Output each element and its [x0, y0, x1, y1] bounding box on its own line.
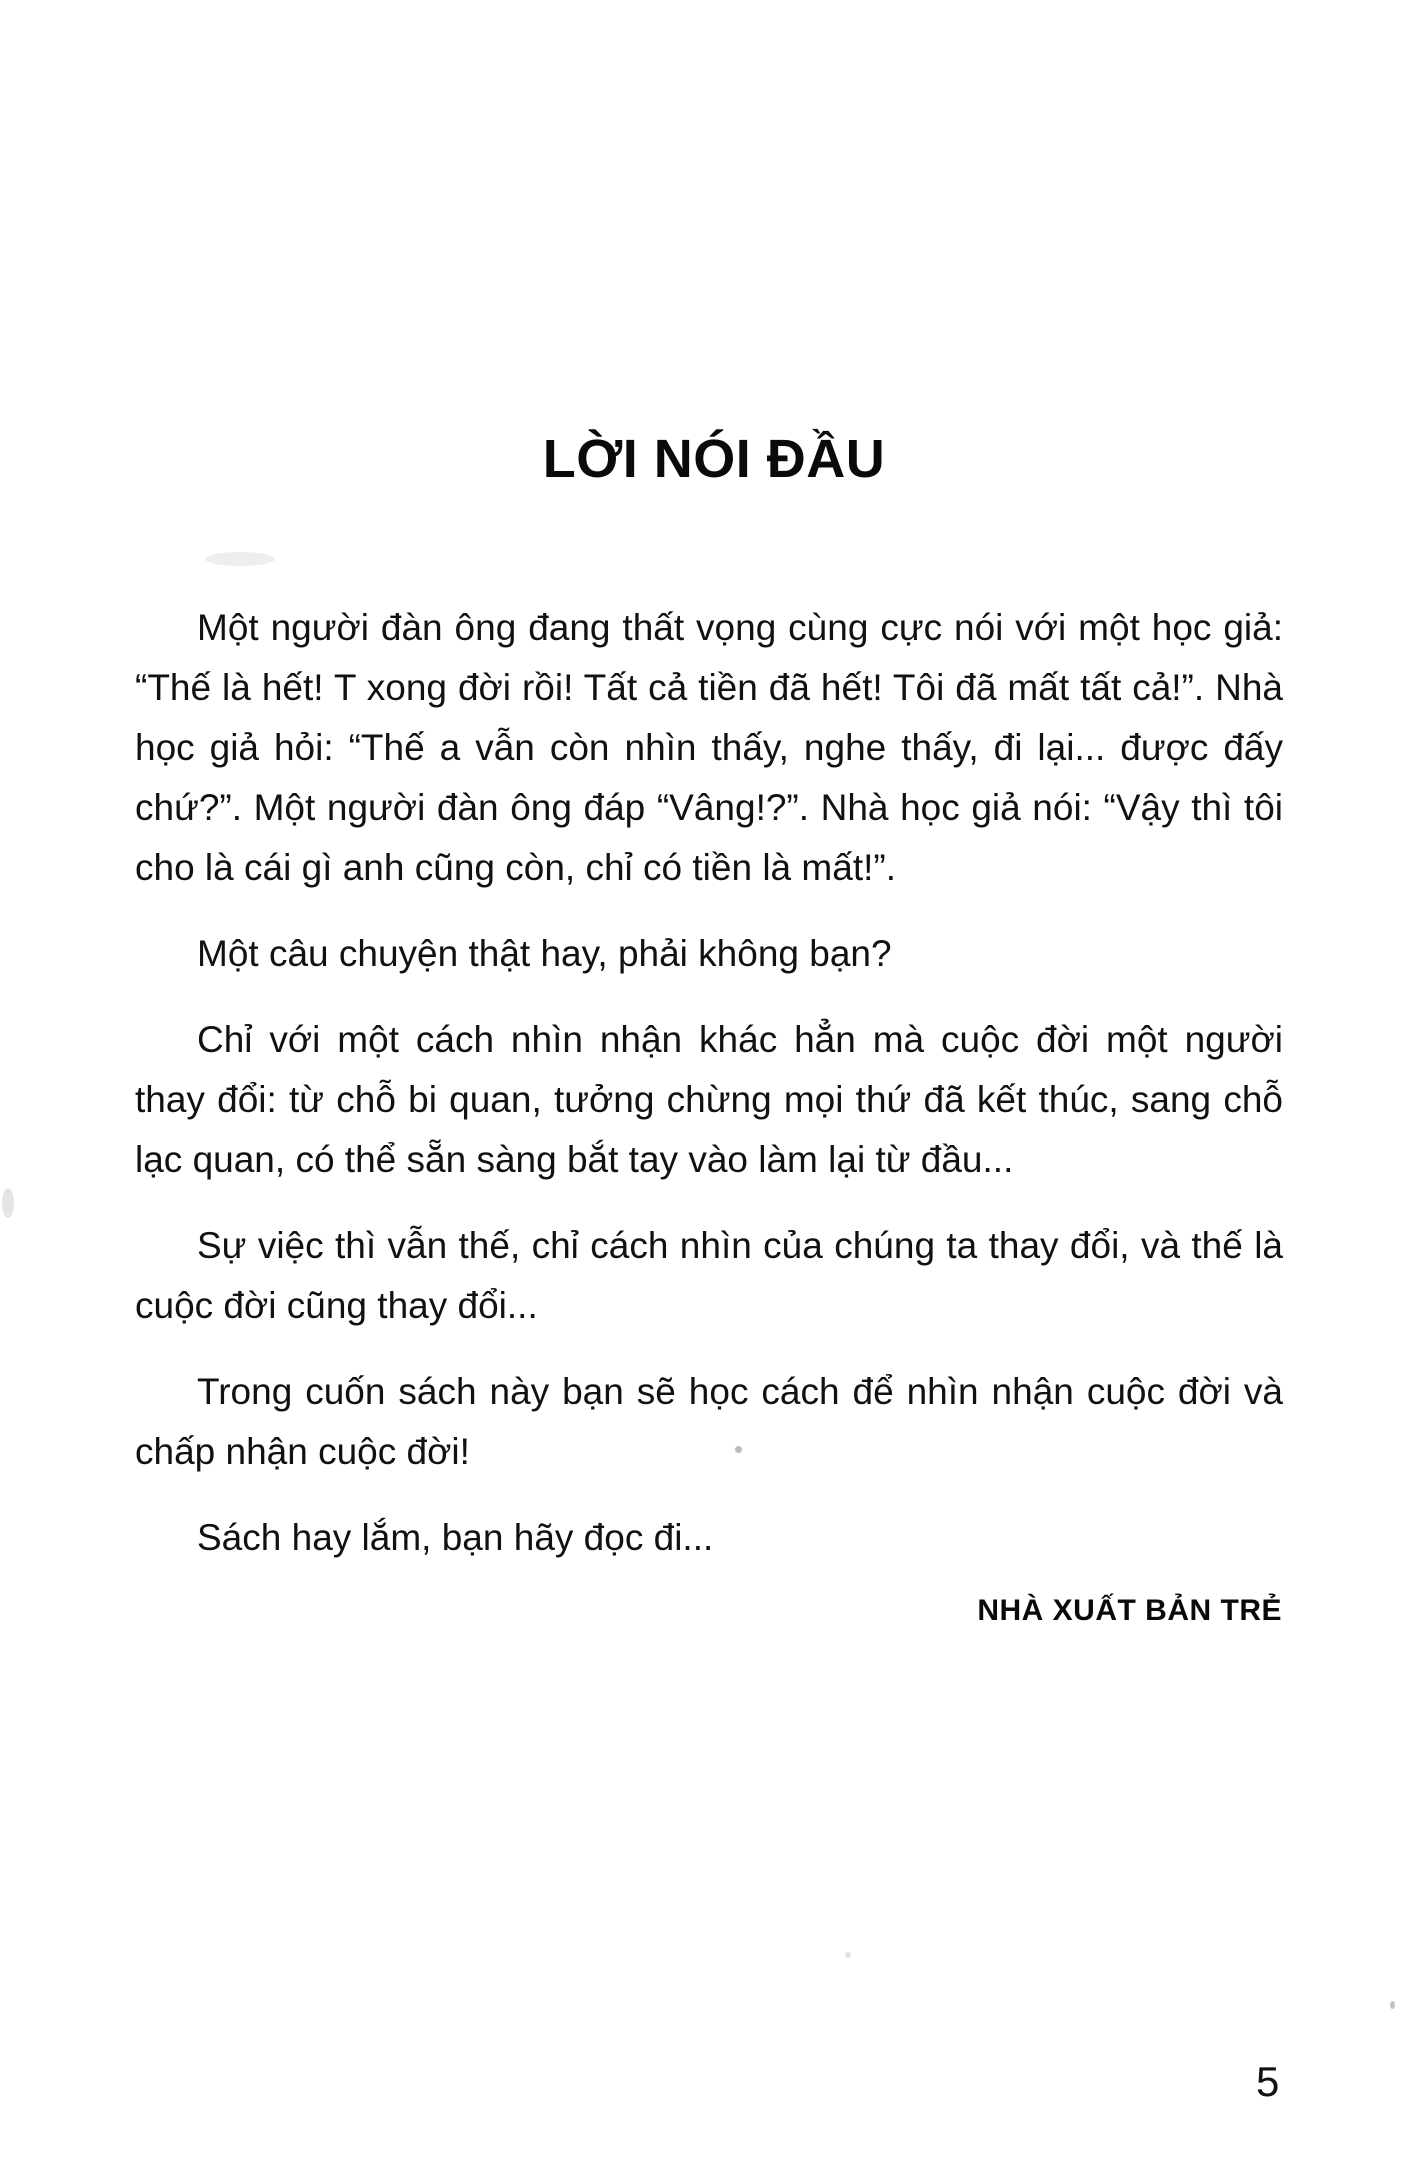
scan-artifact [845, 1952, 851, 1958]
publisher-signature: NHÀ XUẤT BẢN TRẺ [977, 1594, 1282, 1627]
paragraph: Trong cuốn sách này bạn sẽ học cách để nhìn nhận cuộc đời và chấp nhận cuộc đời! [135, 1371, 1283, 1472]
page-number: 5 [1256, 2058, 1280, 2105]
scan-artifact [2, 1188, 14, 1218]
scan-artifact [735, 1446, 742, 1453]
paragraph: Sách hay lắm, bạn hãy đọc đi... [197, 1517, 714, 1558]
paragraph: Sự việc thì vẫn thế, chỉ cách nhìn của chúng ta thay đổi, và thế là cuộc đời cũng thay đổi... [135, 1225, 1283, 1326]
body-text [135, 598, 1283, 1594]
scan-artifact [1390, 2001, 1395, 2009]
paragraph: Chỉ với một cách nhìn nhận khác hẳn mà cuộc đời một người thay đổi: từ chỗ bi quan, tưởng chừng mọi thứ đã kết thúc, sang chỗ lạc quan, có thể sẵn sàng bắt tay vào làm lại từ đầu... [135, 1019, 1283, 1180]
page-title: LỜI NÓI ĐẦU [542, 429, 886, 490]
paragraph: Một người đàn ông đang thất vọng cùng cực nói với một học giả: “Thế là hết! T xong đời rồi! Tất cả tiền đã hết! Tôi đã mất tất cả!”. Nhà học giả hỏi: “Thế a vẫn còn nhìn thấy, nghe thấy, đi lại... được đấy chứ?”. Một người đàn ông đáp “Vâng!?”. Nhà học giả nói: “Vậy thì tôi cho là cái gì anh cũng còn, chỉ có tiền là mất!”. [135, 607, 1283, 888]
paragraph: Một câu chuyện thật hay, phải không bạn? [197, 933, 892, 974]
scan-artifact [205, 552, 275, 566]
